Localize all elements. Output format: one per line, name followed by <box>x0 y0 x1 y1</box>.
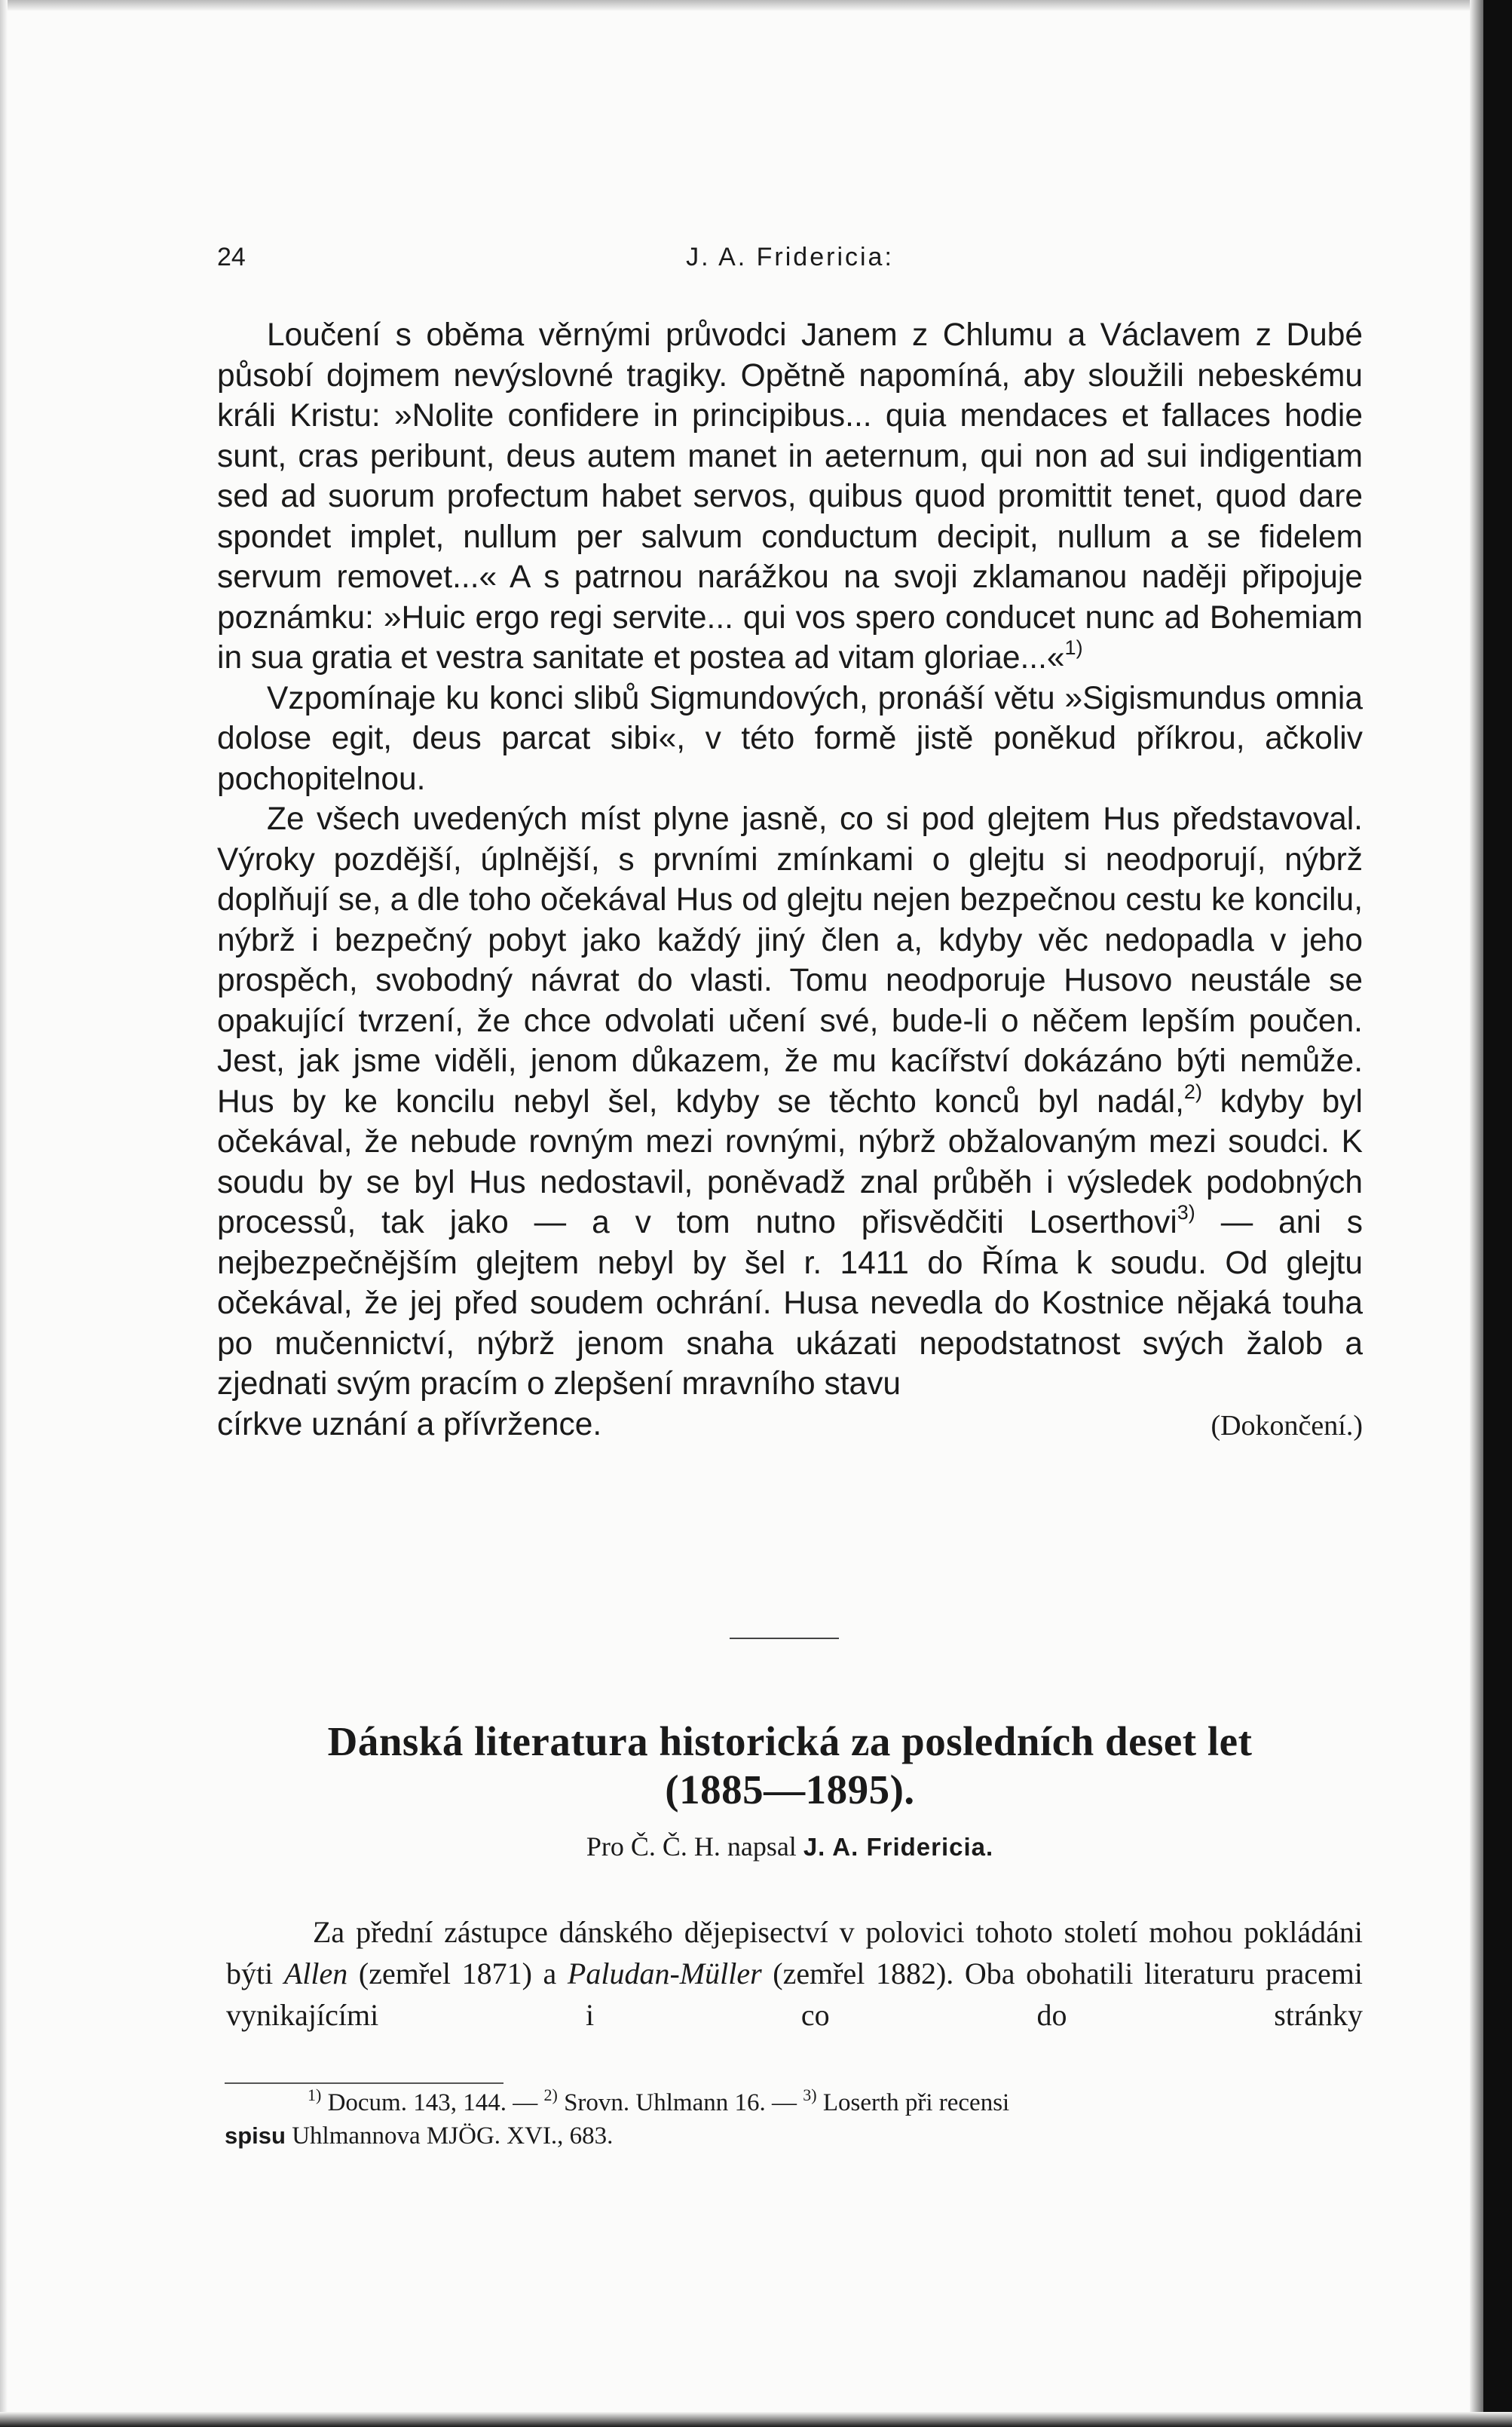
article-text-a: Za přední zástupce dánského dějepisectví v polovici tohoto století mohou pokládáni býti <box>226 1915 1363 1990</box>
running-head: J. A. Fridericia: <box>686 243 894 271</box>
footnote-1-text: Docum. 143, 144. — <box>321 2089 544 2116</box>
footnote-3-text: Loserth při recensi <box>816 2089 1010 2116</box>
continuation-note: (Dokončení.) <box>1211 1409 1363 1442</box>
footnote-1-number: 1 <box>308 2085 316 2104</box>
article-text-b: (zemřel 1871) a <box>347 1957 568 1990</box>
paragraph-1 <box>217 315 1363 679</box>
footnote-line-1: $^{1)}$ Docum. 143, 144. — $^{2)}$ Srovn. Uhlmann 16. — $^{3)}$ Loserth při recensi <box>308 2085 1010 2116</box>
section-separator <box>730 1638 839 1639</box>
footnote-3-text-bold: spisu <box>225 2122 286 2149</box>
footnote-rule <box>225 2082 503 2084</box>
scan-edge-top <box>0 0 1512 11</box>
page-number: 24 <box>217 243 246 271</box>
footnote-3-number: 3 <box>803 2085 812 2104</box>
paragraph-2-text: Vzpomínaje ku konci slibů Sigmundových, pronáší větu »Sigismundus omnia dolose egit, deus parcat sibi«, v této formě jistě poněkud příkrou, ačkoliv pochopitelnou. <box>217 680 1363 797</box>
footnote-ref-3: 3) <box>1177 1201 1195 1224</box>
scan-edge-left <box>0 0 8 2427</box>
scan-edge-bottom <box>0 2412 1512 2427</box>
article-title-line-1: Dánská literatura historická za posledních deset let <box>327 1718 1253 1764</box>
paragraph-3-text-b: kdyby byl očekával, že nebude rovným mezi rovnými, nýbrž obžalovaným mezi soudci. K soudu by se byl Hus nedostavil, poněvadž znal průběh i výsledek podobných processů, tak jako — a v tom nutno přisvědčiti Loserthovi <box>217 1083 1363 1240</box>
paragraph-3-last-text: církve uznání a přívržence. <box>217 1406 602 1442</box>
byline-author: J. A. Fridericia. <box>803 1833 994 1861</box>
paragraph-3-last-line <box>217 1405 1363 1447</box>
byline-prefix: Pro Č. Č. H. napsal <box>586 1831 797 1862</box>
page-header <box>217 243 1363 288</box>
article-name-paludan: Paludan-Müller <box>567 1957 762 1990</box>
footnote-ref-1: 1) <box>1064 636 1083 659</box>
footnote-ref-2: 2) <box>1183 1080 1202 1103</box>
article-paragraph-1 <box>226 1911 1363 2036</box>
footnote-line-2 <box>225 2119 1363 2153</box>
paragraph-1-text: Loučení s oběma věrnými průvodci Janem z Chlumu a Václavem z Dubé působí dojmem nevýslovné tragiky. Opětně napomíná, aby sloužili nebeskému králi Kristu: »Nolite confidere in principibus... quia mendaces et fallaces hodie sunt, cras peribunt, deus autem manet in aeternum, qui non ad sui indigentiam sed ad suorum profectum habet servos, quibus quod promittit tenet, quod dare spondet implet, nullum per salvum conductum decipit, nullum a se fidelem servum removet...« A s patrnou narážkou na svoji zklamanou naději připojuje poznámku: »Huic ergo regi servite... qui vos spero conducet nunc ad Bohemiam in sua gratia et vestra sanitate et postea ad vitam gloriae...« <box>217 317 1363 676</box>
paragraph-2 <box>217 679 1363 800</box>
paragraph-3 <box>217 799 1363 1405</box>
paragraph-3-text-a: Ze všech uvedených míst plyne jasně, co si pod glejtem Hus představoval. Výroky pozdější, úplnější, s prvními zmínkami o glejtu si neodporují, nýbrž doplňují se, a dle toho očekával Hus od glejtu nejen bezpečnou cestu ke koncilu, nýbrž i bezpečný pobyt jako každý jiný člen a, kdyby věc nedopadla v jeho prospěch, svobodný návrat do vlasti. Tomu neodporuje Husovo neustále se opakující tvrzení, že chce odvolati učení své, bude-li o něčem lepším poučen. Jest, jak jsme viděli, jenom důkazem, že mu kacířství dokázáno býti nemůže. Hus by ke koncilu nebyl šel, kdyby se těchto konců byl nadál, <box>217 801 1363 1120</box>
article-byline <box>217 1831 1363 1862</box>
footnote-2-text: Srovn. Uhlmann 16. — <box>557 2089 803 2116</box>
article-title-line-2: (1885—1895). <box>665 1767 915 1813</box>
article-title <box>217 1718 1363 1814</box>
scan-edge-right <box>1483 0 1512 2427</box>
footnotes <box>225 2087 1363 2153</box>
paragraph-3-text-c: — ani s nejbezpečnějším glejtem nebyl by šel r. 1411 do Říma k soudu. Od glejtu očekával, že jej před soudem ochrání. Husa nevedla do Kostnice nějaká touha po mučennictví, nýbrž jenom snaha ukázati nepodstatnost svých žalob a zjednati svým pracím o zlepšení mravního stavu <box>217 1205 1364 1402</box>
article-text-c: (zemřel 1882). Oba obohatili literaturu pracemi vynikajícími i co do stránky <box>226 1957 1363 2032</box>
footnote-2-number: 2 <box>543 2085 552 2104</box>
footnote-3-text-cont: Uhlmannova MJÖG. XVI., 683. <box>285 2122 614 2150</box>
scan-edge-shadow <box>1470 0 1483 2427</box>
main-text <box>217 315 1363 1446</box>
article-name-allen: Allen <box>283 1957 348 1990</box>
article-text <box>226 1911 1363 2036</box>
